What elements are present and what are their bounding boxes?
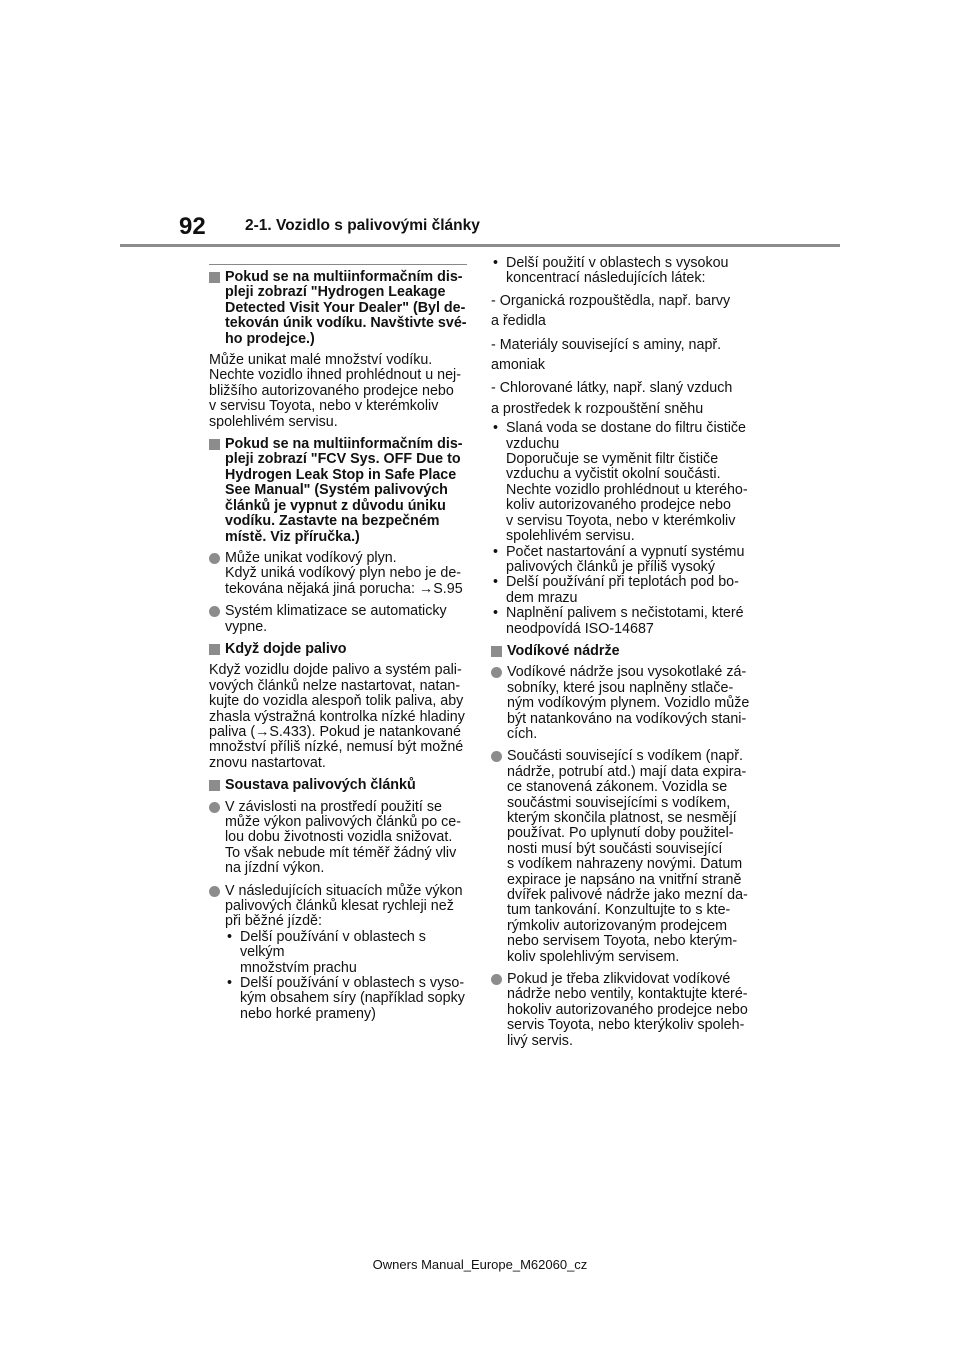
heading-out-of-fuel xyxy=(209,642,469,657)
text-line: pleji zobrazí "FCV Sys. OFF Due to xyxy=(225,451,461,468)
sub-bullet-mark: • xyxy=(493,543,499,560)
text-line: livý servis. xyxy=(507,1032,573,1049)
sub-item-freezing xyxy=(491,575,753,606)
text-line: bližšího autorizovaného prodejce nebo xyxy=(209,382,454,399)
text-line: Naplnění palivem s nečistotami, které xyxy=(506,605,744,622)
header-divider xyxy=(120,244,840,247)
text-line: zhasla výstražná kontrolka nízké hladiny xyxy=(209,708,465,725)
text-line: vzduchu xyxy=(506,435,560,452)
text-line: nádrže, potrubí atd.) mají data expira- xyxy=(507,763,747,780)
text-line: při běžné jízdě: xyxy=(225,913,322,930)
right-column xyxy=(491,256,753,1056)
text-line: Nechte vozidlo prohlédnout u kterého- xyxy=(506,481,748,498)
text-line: palivových článků klesat rychleji než xyxy=(225,898,454,915)
sub-item-impure-fuel xyxy=(491,606,753,637)
text-line: Může unikat malé množství vodíku. xyxy=(209,352,433,369)
paragraph-leak-detected xyxy=(209,353,469,430)
bullet-tank-disposal xyxy=(491,972,753,1049)
text-line: V následujících situacích může výkon xyxy=(225,882,463,899)
text-line: vypne. xyxy=(225,618,268,635)
text-line: expirace je napsáno na vnitřní straně xyxy=(507,871,742,888)
text-line: Delší používání při teplotách pod bo- xyxy=(506,574,739,591)
text-line: tekován únik vodíku. Navštivte své- xyxy=(225,315,467,332)
circle-bullet-icon xyxy=(209,886,220,897)
text-line: Systém klimatizace se automaticky xyxy=(225,603,447,620)
text-line: s vodíkem nahrazeny novými. Datum xyxy=(507,856,743,873)
text-line: paliva (→S.433). Pokud je natankované xyxy=(209,723,461,740)
sub-bullet-mark: • xyxy=(493,420,499,437)
heading-fcv-sys-off xyxy=(209,437,469,545)
text-line: vzduchu a vyčistit okolní součásti. xyxy=(506,466,721,483)
footer-document-id: Owners Manual_Europe_M62060_cz xyxy=(372,1257,588,1272)
dash-item-amines xyxy=(491,338,753,374)
text-line: sobníky, které jsou naplněny stlače- xyxy=(507,679,734,696)
heading-hydrogen-tanks xyxy=(491,644,753,659)
text-line: To však nebude mít téměř žádný vliv xyxy=(225,844,457,861)
text-line: ho prodejce.) xyxy=(225,330,315,347)
text-line: Slaná voda se dostane do filtru čističe xyxy=(506,420,747,437)
text-line: Může unikat vodíkový plyn. xyxy=(225,549,397,566)
text-line: koliv autorizovaného prodejce nebo xyxy=(506,497,731,514)
text-line: cích. xyxy=(507,725,538,742)
text-line: kým obsahem síry (například sopky xyxy=(240,990,465,1007)
text-line: Vodíkové nádrže jsou vysokotlaké zá- xyxy=(507,664,747,681)
circle-bullet-icon xyxy=(491,751,502,762)
text-line: Doporučuje se vyměnit filtr čističe xyxy=(506,451,719,468)
text-line: ce stanovená zákonem. Vozidla se xyxy=(507,779,728,796)
sub-item-sulfur xyxy=(225,976,469,1022)
bullet-air-conditioning-off xyxy=(209,604,469,635)
square-bullet-icon xyxy=(209,439,220,450)
square-bullet-icon xyxy=(491,646,502,657)
text-line: rýmkoliv autorizovaným prodejcem xyxy=(507,917,728,934)
text-line: součástmi souvisejícími s vodíkem, xyxy=(507,794,731,811)
bullet-hydrogen-gas-leak xyxy=(209,551,469,597)
text-line: na jízdní výkon. xyxy=(225,860,325,877)
circle-bullet-icon xyxy=(491,667,502,678)
text-line: See Manual" (Systém palivových xyxy=(225,482,448,499)
text-line: kujte do vozidla alespoň tolik paliva, aby xyxy=(209,693,464,710)
text-line: lou dobu životnosti vozidla snižovat. xyxy=(225,829,453,846)
dash-item-chlorinated xyxy=(491,381,753,417)
text-line: Delší použití v oblastech s vysokou xyxy=(506,255,729,271)
bullet-expiration-dates xyxy=(491,749,753,965)
heading-text: Soustava palivových článků xyxy=(225,777,416,794)
text-line: neodpovídá ISO-14687 xyxy=(506,620,654,637)
text-line: Pokud je třeba zlikvidovat vodíkové xyxy=(507,971,731,988)
text-line: Nechte vozidlo ihned prohlédnout u nej- xyxy=(209,367,461,384)
sub-item-dust xyxy=(225,930,469,976)
text-line: nosti musí být součásti související xyxy=(507,840,723,857)
text-line: místě. Viz příručka.) xyxy=(225,528,360,545)
text-line: dvířek palivové nádrže jako mezní da- xyxy=(507,887,748,904)
circle-bullet-icon xyxy=(491,974,502,985)
text-line: Když vozidlu dojde palivo a systém pali- xyxy=(209,662,462,679)
circle-bullet-icon xyxy=(209,802,220,813)
square-bullet-icon xyxy=(209,272,220,283)
sub-bullet-mark: • xyxy=(227,975,233,992)
text-line: palivových článků je příliš vysoký xyxy=(506,558,715,575)
text-line: amoniak xyxy=(491,357,546,374)
text-line: tum tankování. Konzultujte to s kte- xyxy=(507,902,731,919)
text-line: a ředidla xyxy=(491,313,546,330)
text-line: vodíku. Zastavte na bezpečném xyxy=(225,513,440,530)
left-column xyxy=(209,270,469,1029)
text-line: nádrže nebo ventily, kontaktujte které- xyxy=(507,986,748,1003)
text-line: Delší používání v oblastech s vyso- xyxy=(240,975,465,992)
text-line: být natankováno na vodíkových stani- xyxy=(507,710,747,727)
circle-bullet-icon xyxy=(209,606,220,617)
text-line: pleji zobrazí "Hydrogen Leakage xyxy=(225,284,446,301)
text-line: Součásti související s vodíkem (např. xyxy=(507,748,743,765)
text-line: a prostředek k rozpouštění sněhu xyxy=(491,400,704,417)
text-line: Počet nastartování a vypnutí systému xyxy=(506,543,745,560)
square-bullet-icon xyxy=(209,644,220,655)
text-line: Hydrogen Leak Stop in Safe Place xyxy=(225,466,457,483)
text-line: V závislosti na prostředí použití se xyxy=(225,798,442,815)
text-line: koliv spolehlivým servisem. xyxy=(507,948,680,965)
text-line: - Organická rozpouštědla, např. barvy xyxy=(491,292,731,309)
text-line: spolehlivém servisu. xyxy=(209,413,338,430)
text-line: v servisu Toyota, nebo v kterémkoliv xyxy=(209,398,439,415)
heading-text: Když dojde palivo xyxy=(225,640,347,657)
text-line: ným vodíkovým plynem. Vozidlo může xyxy=(507,695,750,712)
dash-item-solvents xyxy=(491,294,753,330)
text-line: koncentrací následujících látek: xyxy=(506,270,706,287)
text-line: - Materiály související s aminy, např. xyxy=(491,336,722,353)
text-line: množství příliš nízké, nemusí být možné xyxy=(209,739,464,756)
text-line: znovu nastartovat. xyxy=(209,754,326,771)
text-line: nebo servisem Toyota, nebo kterým- xyxy=(507,933,738,950)
text-line: Pokud se na multiinformačním dis- xyxy=(225,436,463,453)
square-bullet-icon xyxy=(209,780,220,791)
text-line: servis Toyota, nebo kterýkoliv spoleh- xyxy=(507,1017,745,1034)
text-line: kterým skončila platnost, se nesmějí xyxy=(507,810,737,826)
sub-item-salt-water xyxy=(491,421,753,544)
text-line: Detected Visit Your Dealer" (Byl de- xyxy=(225,299,466,316)
circle-bullet-icon xyxy=(209,553,220,564)
heading-fuel-cell-system xyxy=(209,778,469,793)
text-line: množstvím prachu xyxy=(240,959,357,976)
heading-text: Vodíkové nádrže xyxy=(507,642,620,659)
text-line: Delší používání v oblastech s velkým xyxy=(240,928,426,961)
text-line: dem mrazu xyxy=(506,589,578,606)
text-line: Když uniká vodíkový plyn nebo je de- xyxy=(225,565,462,582)
text-line: hokoliv autorizovaného prodejce nebo xyxy=(507,1001,748,1018)
text-line: vových článků nelze nastartovat, natan- xyxy=(209,677,461,694)
text-line: používat. Po uplynutí doby použitel- xyxy=(507,825,734,842)
column-top-divider xyxy=(209,264,467,265)
text-line: spolehlivém servisu. xyxy=(506,528,635,545)
sub-item-start-stop-count xyxy=(491,545,753,576)
text-line: nebo horké prameny) xyxy=(240,1005,376,1022)
paragraph-out-of-fuel xyxy=(209,663,469,771)
bullet-performance-decrease xyxy=(209,800,469,877)
bullet-high-pressure-tanks xyxy=(491,665,753,742)
text-line: tekována nějaká jiná porucha: →S.95 xyxy=(225,580,463,597)
sub-bullet-mark: • xyxy=(493,574,499,591)
sub-item-high-concentration xyxy=(491,256,753,287)
text-line: Pokud se na multiinformačním dis- xyxy=(225,269,463,285)
text-line: - Chlorované látky, např. slaný vzduch xyxy=(491,380,733,397)
section-title: 2-1. Vozidlo s palivovými články xyxy=(245,217,480,234)
sub-bullet-mark: • xyxy=(493,255,499,271)
text-line: může výkon palivových článků po ce- xyxy=(225,814,462,830)
text-line: v servisu Toyota, nebo v kterémkoliv xyxy=(506,512,736,529)
bullet-faster-degradation xyxy=(209,884,469,1023)
sub-bullet-mark: • xyxy=(493,605,499,622)
page-number: 92 xyxy=(179,213,206,240)
heading-hydrogen-leak-detected xyxy=(209,270,469,347)
text-line: článků je vypnut z důvodu úniku xyxy=(225,497,446,514)
sub-bullet-mark: • xyxy=(227,928,233,945)
